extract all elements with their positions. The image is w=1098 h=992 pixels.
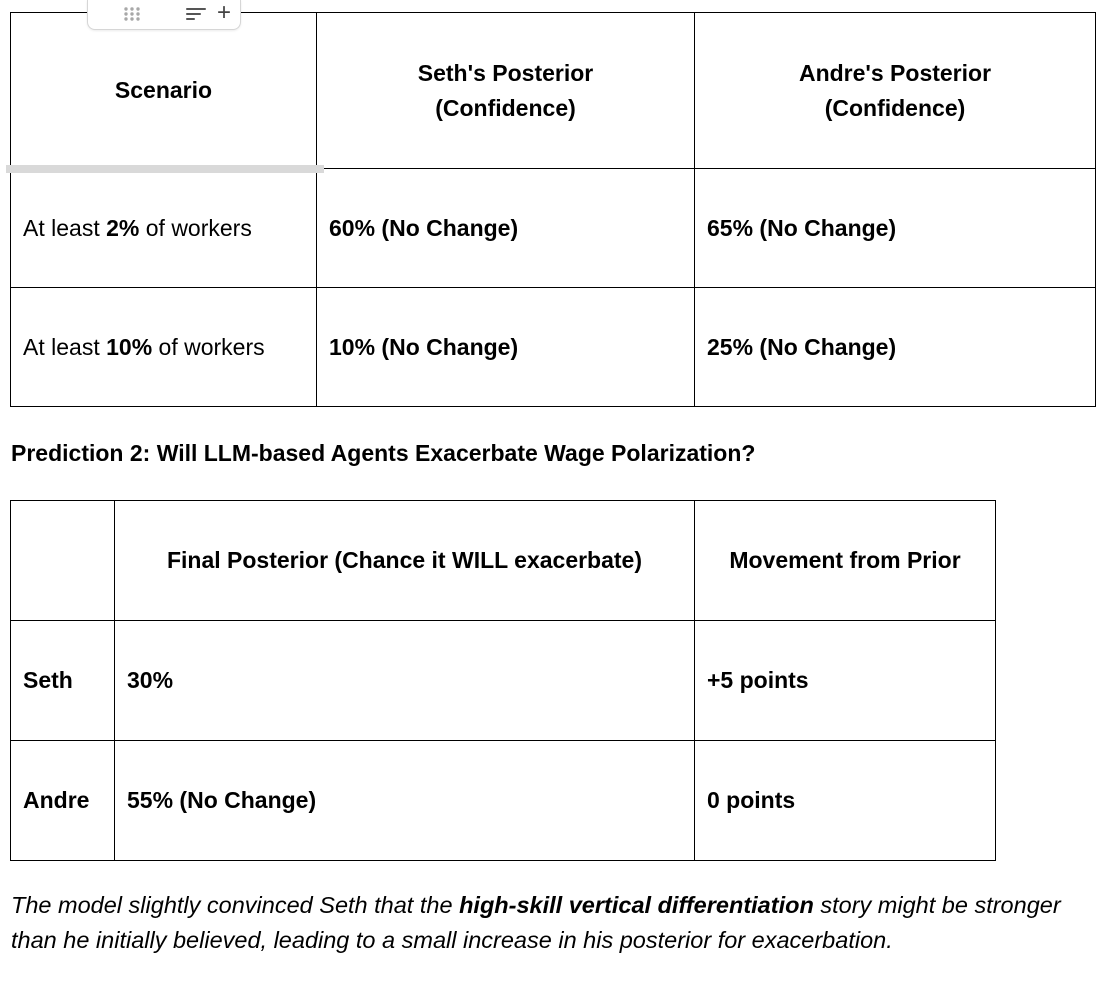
person-name: Andre bbox=[23, 787, 90, 813]
seth-posterior-value: 60% (No Change) bbox=[329, 214, 519, 241]
andre-posterior-cell[interactable] bbox=[695, 288, 1096, 407]
seth-posterior-cell[interactable] bbox=[317, 288, 695, 407]
andre-posterior-value: 65% (No Change) bbox=[707, 214, 897, 241]
posterior-value: 55% (No Change) bbox=[127, 787, 317, 813]
header-seth-line2: (Confidence) bbox=[435, 94, 576, 121]
table-row bbox=[11, 288, 1096, 407]
movement-value: +5 points bbox=[707, 667, 809, 693]
posterior-cell[interactable] bbox=[115, 741, 695, 861]
note-text-start: The model slightly convinced Seth that the bbox=[11, 892, 460, 918]
scenario-percent: 10% bbox=[106, 333, 153, 360]
header-scenario-label: Scenario bbox=[114, 77, 213, 103]
table-header-row bbox=[11, 501, 996, 621]
table-row bbox=[11, 741, 996, 861]
header-final-posterior[interactable] bbox=[115, 501, 695, 621]
header-final-posterior-label: Final Posterior (Chance it WILL exacerbate) bbox=[166, 547, 643, 573]
andre-posterior-cell[interactable] bbox=[695, 169, 1096, 288]
drag-handle-icon[interactable] bbox=[122, 6, 146, 22]
scenario-suffix: of workers bbox=[139, 214, 252, 241]
scenario-prefix: At least bbox=[23, 333, 107, 360]
sort-icon[interactable] bbox=[186, 7, 206, 21]
seth-posterior-cell[interactable] bbox=[317, 169, 695, 288]
add-icon[interactable]: + bbox=[216, 0, 231, 26]
scenario-cell[interactable] bbox=[11, 288, 317, 407]
scenario-cell[interactable] bbox=[11, 169, 317, 288]
scenario-prefix: At least bbox=[23, 214, 107, 241]
header-andre-line2: (Confidence) bbox=[824, 94, 966, 121]
person-name: Seth bbox=[23, 667, 73, 693]
header-movement-label: Movement from Prior bbox=[729, 547, 961, 573]
polarization-table bbox=[10, 500, 996, 861]
table-toolbar bbox=[87, 0, 241, 30]
table-header-row bbox=[11, 13, 1096, 169]
posterior-value: 30% bbox=[127, 667, 174, 693]
header-empty[interactable] bbox=[11, 501, 115, 621]
seth-posterior-value: 10% (No Change) bbox=[329, 333, 519, 360]
row-resize-handle[interactable] bbox=[6, 165, 324, 173]
header-seth-posterior[interactable] bbox=[317, 13, 695, 169]
explanation-note bbox=[11, 888, 1091, 958]
name-cell[interactable] bbox=[11, 621, 115, 741]
note-emphasis: high-skill vertical differentiation bbox=[459, 892, 814, 918]
andre-posterior-value: 25% (No Change) bbox=[707, 333, 897, 360]
prediction-2-heading: Prediction 2: Will LLM-based Agents Exacerbate Wage Polarization? bbox=[11, 440, 756, 466]
header-scenario[interactable] bbox=[11, 13, 317, 169]
name-cell[interactable] bbox=[11, 741, 115, 861]
header-movement[interactable] bbox=[695, 501, 996, 621]
header-andre-posterior[interactable] bbox=[695, 13, 1096, 169]
posterior-cell[interactable] bbox=[115, 621, 695, 741]
scenario-suffix: of workers bbox=[152, 333, 265, 360]
header-seth-line1: Seth's Posterior bbox=[417, 59, 594, 86]
movement-cell[interactable] bbox=[695, 741, 996, 861]
scenario-table bbox=[10, 12, 1096, 407]
movement-cell[interactable] bbox=[695, 621, 996, 741]
movement-value: 0 points bbox=[707, 787, 796, 813]
table-row bbox=[11, 169, 1096, 288]
scenario-percent: 2% bbox=[106, 214, 140, 241]
table-row bbox=[11, 621, 996, 741]
header-andre-line1: Andre's Posterior bbox=[798, 59, 992, 86]
note-text-end: story might be stronger than he initially believed, leading to a small increase in his posterior for exacerbation. bbox=[11, 892, 1061, 953]
